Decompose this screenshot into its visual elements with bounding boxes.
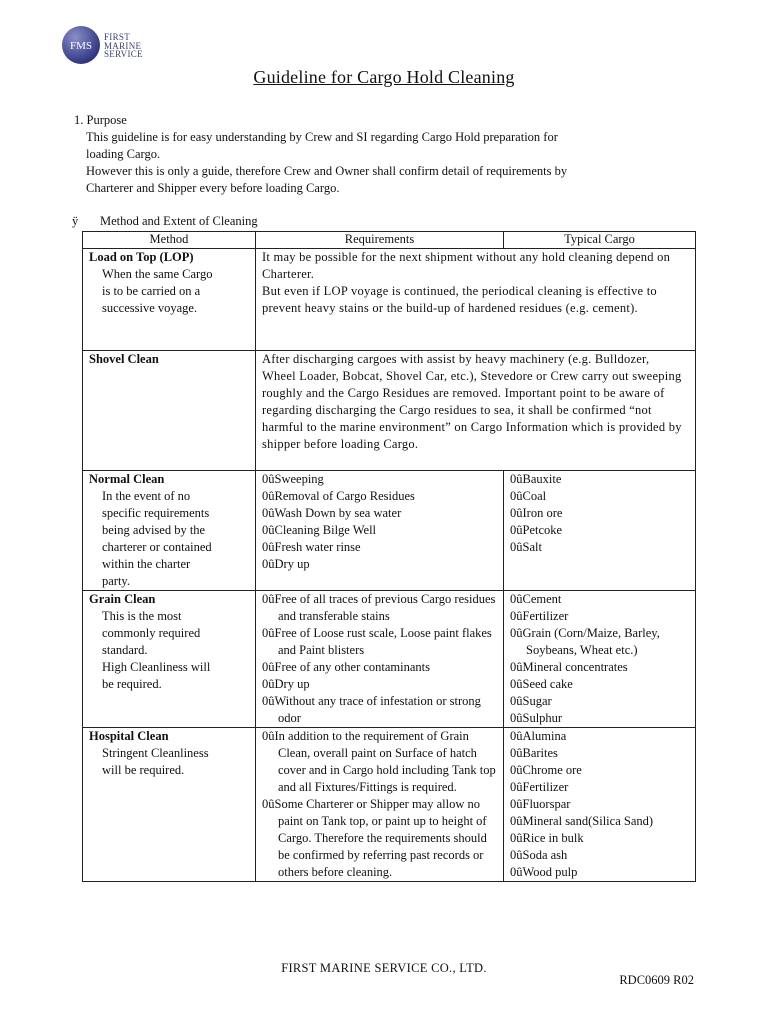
- cargo-cell: [504, 728, 696, 882]
- cleaning-table: [82, 231, 696, 882]
- section2-heading: [72, 214, 258, 229]
- cargo-cell: [504, 471, 696, 591]
- column-header: Typical Cargo: [504, 232, 696, 249]
- column-header: Method: [83, 232, 256, 249]
- document-reference: RDC0609 R02: [619, 973, 694, 987]
- method-name: Grain Clean: [89, 592, 156, 606]
- method-desc-line: standard.: [102, 643, 148, 657]
- section2-number: ÿ: [72, 214, 79, 228]
- method-desc-line: is to be carried on a: [102, 284, 201, 298]
- purpose-line: loading Cargo.: [86, 147, 161, 161]
- requirements-cell: [256, 728, 504, 882]
- requirement-item: 0ûDry up: [262, 557, 310, 571]
- requirements-cell: [256, 471, 504, 591]
- requirement-item: 0ûFree of Loose rust scale, Loose paint flakes and Paint blisters: [262, 626, 492, 657]
- method-desc-line: being advised by the: [102, 523, 206, 537]
- method-desc-line: charterer or contained: [102, 540, 212, 554]
- cargo-item: 0ûWood pulp: [510, 865, 578, 879]
- cargo-item: 0ûFluorspar: [510, 797, 571, 811]
- requirement-item: 0ûSweeping: [262, 472, 324, 486]
- method-desc-line: be required.: [102, 677, 162, 691]
- requirement-item: 0ûFree of any other contaminants: [262, 660, 431, 674]
- table-row: [83, 728, 696, 882]
- purpose-line: This guideline is for easy understanding by Crew and SI regarding Cargo Hold preparation for: [86, 130, 558, 144]
- requirement-item: 0ûWash Down by sea water: [262, 506, 402, 520]
- cargo-item: 0ûFertilizer: [510, 609, 569, 623]
- cargo-item: 0ûMineral concentrates: [510, 660, 628, 674]
- purpose-line: However this is only a guide, therefore Crew and Owner shall confirm detail of requirements by: [86, 164, 568, 178]
- footer-company: FIRST MARINE SERVICE CO., LTD.: [281, 961, 487, 975]
- method-desc-line: commonly required: [102, 626, 201, 640]
- logo-line: MARINE: [104, 40, 142, 51]
- method-cell: [83, 471, 256, 591]
- requirement-item: 0ûFree of all traces of previous Cargo residues and transferable stains: [262, 592, 496, 623]
- cargo-item: 0ûSugar: [510, 694, 552, 708]
- cargo-item: 0ûBarites: [510, 746, 558, 760]
- method-desc-line: party.: [102, 574, 130, 588]
- table-row: [83, 591, 696, 728]
- cargo-item: 0ûPetcoke: [510, 523, 563, 537]
- table-row: [83, 471, 696, 591]
- method-desc-line: When the same Cargo: [102, 267, 213, 281]
- section2-title: Method and Extent of Cleaning: [100, 214, 258, 228]
- table-row: [83, 249, 696, 351]
- method-desc-line: will be required.: [102, 763, 185, 777]
- method-desc-line: within the charter: [102, 557, 191, 571]
- cargo-item: 0ûCement: [510, 592, 562, 606]
- requirements-cell: After discharging cargoes with assist by heavy machinery (e.g. Bulldozer, Wheel Loader, Bobcat, Shovel Car, etc.), Stevedore or Crew carry out sweeping roughly and the Cargo Residues are removed. Important point to be aware of regarding discharging the Cargo residues to sea, it shall be confirmed “not harmful to the marine environment” on Cargo Information which is provided by shipper before loading Cargo.: [256, 351, 696, 471]
- purpose-section: [74, 112, 567, 197]
- table-row: [83, 351, 696, 471]
- cargo-item: 0ûBauxite: [510, 472, 562, 486]
- method-name: Shovel Clean: [89, 352, 159, 366]
- requirement-item: 0ûDry up: [262, 677, 310, 691]
- cargo-item: 0ûSoda ash: [510, 848, 568, 862]
- table-header-row: [83, 232, 696, 249]
- cargo-cell: [504, 591, 696, 728]
- method-desc-line: This is the most: [102, 609, 182, 623]
- requirement-item: 0ûIn addition to the requirement of Grain Clean, overall paint on Surface of hatch cover and in Cargo hold including Tank top and all Fixtures/Fittings is required.: [262, 729, 496, 794]
- cargo-item: 0ûCoal: [510, 489, 547, 503]
- column-header: Requirements: [256, 232, 504, 249]
- requirement-item: 0ûSome Charterer or Shipper may allow no paint on Tank top, or paint up to height of Cargo. Therefore the requirements should be confirmed by referring past records or others before cleaning.: [262, 797, 487, 879]
- method-desc-line: successive voyage.: [102, 301, 198, 315]
- cargo-item: 0ûGrain (Corn/Maize, Barley, Soybeans, Wheat etc.): [510, 626, 660, 657]
- requirements-cell: [256, 591, 504, 728]
- method-desc-line: In the event of no: [102, 489, 191, 503]
- logo-line: SERVICE: [104, 49, 143, 59]
- method-name: Load on Top (LOP): [89, 250, 194, 264]
- logo-mark: FMS: [69, 40, 93, 52]
- method-desc-line: specific requirements: [102, 506, 210, 520]
- cargo-item: 0ûRice in bulk: [510, 831, 584, 845]
- cargo-item: 0ûFertilizer: [510, 780, 569, 794]
- cargo-item: 0ûAlumina: [510, 729, 567, 743]
- method-cell: [83, 351, 256, 471]
- requirement-item: 0ûCleaning Bilge Well: [262, 523, 377, 537]
- document-title: Guideline for Cargo Hold Cleaning: [253, 67, 515, 87]
- logo-text: [104, 33, 143, 59]
- cargo-item: 0ûChrome ore: [510, 763, 582, 777]
- purpose-heading: 1. Purpose: [74, 113, 127, 127]
- requirement-item: 0ûRemoval of Cargo Residues: [262, 489, 415, 503]
- cargo-item: 0ûSeed cake: [510, 677, 573, 691]
- requirement-item: 0ûFresh water rinse: [262, 540, 361, 554]
- method-name: Normal Clean: [89, 472, 165, 486]
- purpose-line: Charterer and Shipper every before loading Cargo.: [86, 181, 340, 195]
- cargo-item: 0ûMineral sand(Silica Sand): [510, 814, 654, 828]
- requirement-item: 0ûWithout any trace of infestation or strong odor: [262, 694, 481, 725]
- cargo-item: 0ûSulphur: [510, 711, 563, 725]
- method-cell: [83, 728, 256, 882]
- method-desc-line: High Cleanliness will: [102, 660, 211, 674]
- method-cell: [83, 591, 256, 728]
- cargo-item: 0ûSalt: [510, 540, 542, 554]
- requirements-cell: It may be possible for the next shipment without any hold cleaning depend on Charterer. But even if LOP voyage is continued, the periodical cleaning is effective to prevent heavy stains or the build-up of hardened residues (e.g. cement).: [256, 249, 696, 351]
- method-desc-line: Stringent Cleanliness: [102, 746, 209, 760]
- logo-line: FIRST: [104, 32, 131, 42]
- method-cell: [83, 249, 256, 351]
- method-name: Hospital Clean: [89, 729, 169, 743]
- cargo-item: 0ûIron ore: [510, 506, 563, 520]
